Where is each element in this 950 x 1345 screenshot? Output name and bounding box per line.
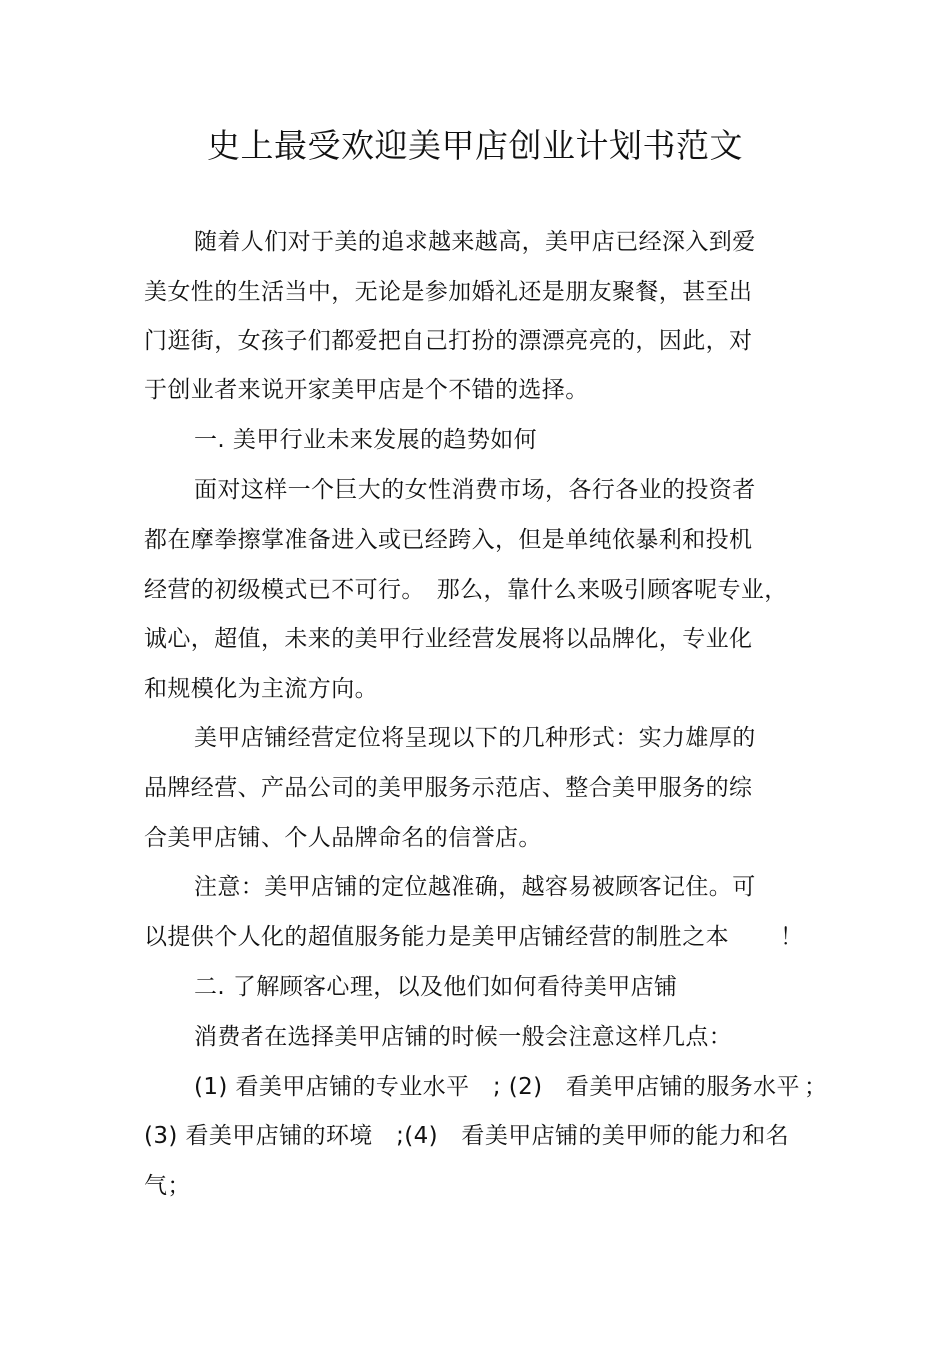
paragraph-line-6: 都在摩拳擦掌准备进入或已经跨入，但是单纯依暴利和投机 (144, 527, 753, 553)
document-title: 史上最受欢迎美甲店创业计划书范文 (207, 126, 743, 165)
paragraph-line-2: 美女性的生活当中，无论是参加婚礼还是朋友聚餐，甚至出 (144, 279, 753, 305)
paragraph-line-4: 于创业者来说开家美甲店是个不错的选择。 (144, 377, 589, 403)
list-line-3: 气； (144, 1173, 191, 1199)
paragraph-line-7: 经营的初级模式已不可行。 那么，靠什么来吸引顾客呢专业， (144, 577, 788, 603)
paragraph-line-9: 和规模化为主流方向。 (144, 676, 378, 702)
section-heading-2: 二. 了解顾客心理，以及他们如何看待美甲店铺 (194, 974, 678, 1000)
paragraph-line-3: 门逛街，女孩子们都爱把自己打扮的漂漂亮亮的，因此，对 (144, 328, 753, 354)
note-line-1: 注意：美甲店铺的定位越准确，越容易被顾客记住。可 (194, 874, 756, 900)
list-line-1: (1) 看美甲店铺的专业水平 ; (2) 看美甲店铺的服务水平 (194, 1074, 800, 1100)
list-line-2: (3) 看美甲店铺的环境 ;(4) 看美甲店铺的美甲师的能力和名 (144, 1123, 790, 1149)
paragraph-line-13: 消费者在选择美甲店铺的时候一般会注意这样几点： (194, 1024, 733, 1050)
paragraph-line-10: 美甲店铺经营定位将呈现以下的几种形式：实力雄厚的 (194, 725, 756, 751)
paragraph-line-11: 品牌经营、产品公司的美甲服务示范店、整合美甲服务的综 (144, 775, 753, 801)
exclamation-mark: ！ (780, 924, 803, 950)
semicolon-mark: ； (804, 1074, 827, 1100)
paragraph-line-8: 诚心，超值，未来的美甲行业经营发展将以品牌化，专业化 (144, 626, 753, 652)
section-heading-1: 一. 美甲行业未来发展的趋势如何 (194, 427, 538, 453)
paragraph-line-1: 随着人们对于美的追求越来越高，美甲店已经深入到爱 (194, 229, 756, 255)
paragraph-line-12: 合美甲店铺、个人品牌命名的信誉店。 (144, 825, 542, 851)
note-line-2: 以提供个人化的超值服务能力是美甲店铺经营的制胜之本 (144, 924, 729, 950)
paragraph-line-5: 面对这样一个巨大的女性消费市场，各行各业的投资者 (194, 477, 756, 503)
